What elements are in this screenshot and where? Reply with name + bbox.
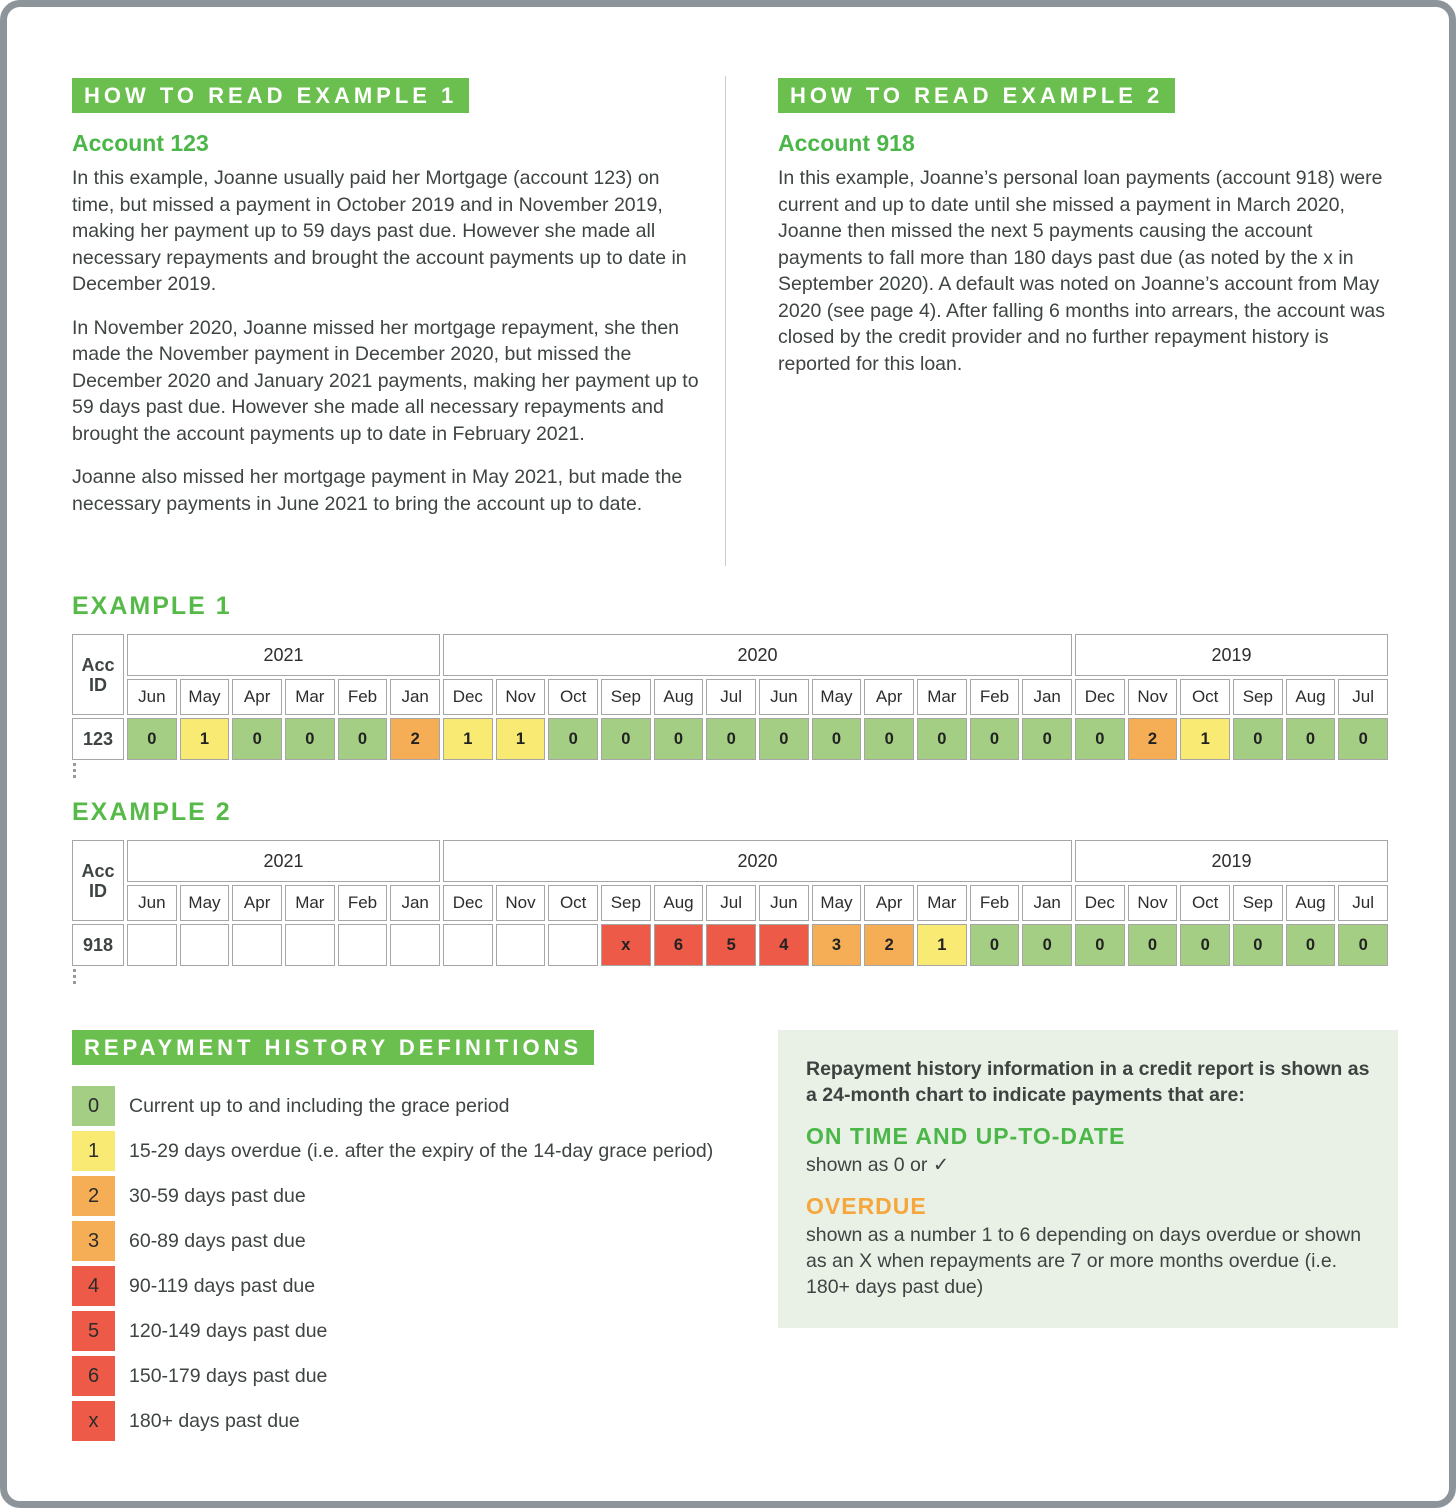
repayment-value-cell: 3 xyxy=(812,924,862,966)
month-header-cell: Apr xyxy=(864,679,914,715)
repayment-value-cell: 2 xyxy=(1128,718,1178,760)
year-header-cell: 2021 xyxy=(127,634,440,676)
year-header-cell: 2020 xyxy=(443,634,1072,676)
repayment-value-cell: 0 xyxy=(1286,718,1336,760)
repayment-value-cell: 0 xyxy=(1286,924,1336,966)
how-to-read-1-body xyxy=(72,165,702,534)
example-1-title: EXAMPLE 1 xyxy=(72,592,232,620)
overdue-text: shown as a number 1 to 6 depending on days overdue or shown as an X when repayments are 7 or more months overdue (i.e. 180+ days past due) xyxy=(806,1224,1362,1298)
account-id-cell: 123 xyxy=(72,718,124,760)
legend-label: 120-149 days past due xyxy=(129,1319,328,1342)
legend-swatch-4: 4 xyxy=(72,1266,115,1306)
month-header-cell: Dec xyxy=(443,885,493,921)
repayment-value-cell: 0 xyxy=(654,718,704,760)
month-header-cell: Jun xyxy=(759,679,809,715)
month-header-cell: Jan xyxy=(390,885,440,921)
repayment-value-cell: 0 xyxy=(1233,718,1283,760)
repayment-history-grid xyxy=(72,840,1388,966)
month-header-cell: Dec xyxy=(443,679,493,715)
month-header-cell: Feb xyxy=(970,679,1020,715)
repayment-value-cell xyxy=(443,924,493,966)
example-2-title: EXAMPLE 2 xyxy=(72,798,232,826)
repayment-value-cell: 0 xyxy=(917,718,967,760)
month-header-cell: Sep xyxy=(1233,679,1283,715)
how-to-read-1-section xyxy=(72,78,469,113)
table-continuation-marker xyxy=(73,969,76,987)
year-header-cell: 2021 xyxy=(127,840,440,882)
acc-id-header-line2: ID xyxy=(89,674,107,695)
month-header-cell: May xyxy=(180,885,230,921)
month-header-cell: Apr xyxy=(864,885,914,921)
month-header-cell: Mar xyxy=(285,679,335,715)
legend-swatch-2: 2 xyxy=(72,1176,115,1216)
repayment-value-cell: 0 xyxy=(1180,924,1230,966)
repayment-value-cell xyxy=(496,924,546,966)
legend-swatch-x: x xyxy=(72,1401,115,1441)
paragraph: In this example, Joanne usually paid her Mortgage (account 123) on time, but missed a payment in October 2019 and in November 2019, making her payment up to 59 days past due. However she made all necessary repayments and brought the account payments up to date in December 2019. xyxy=(72,167,687,295)
repayment-value-cell xyxy=(338,924,388,966)
on-time-text: shown as 0 or ✓ xyxy=(806,1154,950,1176)
legend-swatch-3: 3 xyxy=(72,1221,115,1261)
acc-id-header-line1: Acc xyxy=(81,654,115,675)
legend-label: 180+ days past due xyxy=(129,1409,300,1432)
repayment-value-cell: 0 xyxy=(706,718,756,760)
month-header-cell: Jul xyxy=(1338,679,1388,715)
repayment-value-cell: 0 xyxy=(601,718,651,760)
month-header-cell: Jan xyxy=(1022,885,1072,921)
definitions-title-bar xyxy=(72,1030,594,1065)
month-header-cell: Nov xyxy=(1128,679,1178,715)
repayment-value-cell: 0 xyxy=(232,718,282,760)
repayment-value-cell xyxy=(285,924,335,966)
legend-item xyxy=(72,1086,772,1126)
repayment-value-cell: 1 xyxy=(917,924,967,966)
legend-label: 90-119 days past due xyxy=(129,1274,316,1297)
repayment-value-cell: 0 xyxy=(127,718,177,760)
repayment-value-cell xyxy=(127,924,177,966)
example-1-block xyxy=(72,592,1388,781)
legend-item xyxy=(72,1311,772,1351)
legend-swatch-1: 1 xyxy=(72,1131,115,1171)
legend-list xyxy=(72,1086,772,1441)
column-divider xyxy=(725,76,726,566)
overdue-heading: OVERDUE xyxy=(806,1193,927,1219)
acc-id-header-cell xyxy=(72,840,124,921)
account-123-heading: Account 123 xyxy=(72,130,209,156)
repayment-value-cell: 4 xyxy=(759,924,809,966)
repayment-value-cell: 1 xyxy=(443,718,493,760)
legend-item xyxy=(72,1176,772,1216)
repayment-value-cell: 0 xyxy=(864,718,914,760)
month-header-cell: Oct xyxy=(548,885,598,921)
acc-id-header-cell xyxy=(72,634,124,715)
month-header-cell: May xyxy=(812,679,862,715)
repayment-value-cell: 6 xyxy=(654,924,704,966)
repayment-value-cell: 0 xyxy=(970,924,1020,966)
legend-label: 150-179 days past due xyxy=(129,1364,328,1387)
legend-item xyxy=(72,1356,772,1396)
month-header-cell: Mar xyxy=(917,885,967,921)
repayment-info-box xyxy=(778,1030,1398,1328)
example-1-table xyxy=(72,634,1388,760)
definitions-section xyxy=(72,1030,772,1446)
month-header-cell: Mar xyxy=(285,885,335,921)
month-header-cell: Aug xyxy=(654,885,704,921)
acc-id-header-line1: Acc xyxy=(81,860,115,881)
paragraph: In November 2020, Joanne missed her mortgage repayment, she then made the November payment in December 2020, but missed the December 2020 and January 2021 payments, making her payment up to 59 days past due. However she made all necessary repayments and brought the account payments up to date in February 2021. xyxy=(72,316,699,445)
month-header-cell: Aug xyxy=(654,679,704,715)
month-header-cell: Jun xyxy=(759,885,809,921)
acc-id-header-line2: ID xyxy=(89,880,107,901)
repayment-value-cell: 0 xyxy=(1233,924,1283,966)
month-header-cell: May xyxy=(180,679,230,715)
year-header-cell: 2019 xyxy=(1075,840,1388,882)
repayment-value-cell: 0 xyxy=(548,718,598,760)
how-to-read-2-title-bar xyxy=(778,78,1175,113)
legend-label: Current up to and including the grace period xyxy=(129,1094,510,1117)
month-header-cell: Apr xyxy=(232,885,282,921)
legend-label: 15-29 days overdue (i.e. after the expiry of the 14-day grace period) xyxy=(129,1139,714,1162)
month-header-cell: Oct xyxy=(548,679,598,715)
repayment-value-cell: 0 xyxy=(1022,924,1072,966)
legend-swatch-6: 6 xyxy=(72,1356,115,1396)
month-header-cell: Feb xyxy=(338,885,388,921)
repayment-value-cell: 0 xyxy=(338,718,388,760)
repayment-value-cell: 0 xyxy=(1022,718,1072,760)
how-to-read-2-body xyxy=(778,165,1396,394)
legend-item xyxy=(72,1131,772,1171)
legend-item xyxy=(72,1401,772,1441)
repayment-value-cell: 2 xyxy=(390,718,440,760)
month-header-cell: Mar xyxy=(917,679,967,715)
on-time-heading: ON TIME AND UP-TO-DATE xyxy=(806,1123,1126,1149)
repayment-history-grid xyxy=(72,634,1388,760)
repayment-value-cell: 1 xyxy=(180,718,230,760)
repayment-value-cell: 5 xyxy=(706,924,756,966)
info-box-intro: Repayment history information in a credit report is shown as a 24-month chart to indicate payments that are: xyxy=(806,1058,1370,1106)
month-header-cell: Feb xyxy=(338,679,388,715)
legend-label: 60-89 days past due xyxy=(129,1229,306,1252)
legend-swatch-0: 0 xyxy=(72,1086,115,1126)
month-header-cell: Aug xyxy=(1286,885,1336,921)
month-header-cell: Apr xyxy=(232,679,282,715)
repayment-value-cell: 0 xyxy=(1338,924,1388,966)
month-header-cell: May xyxy=(812,885,862,921)
month-header-cell: Sep xyxy=(601,679,651,715)
example-2-table xyxy=(72,840,1388,966)
month-header-cell: Jul xyxy=(1338,885,1388,921)
repayment-value-cell: 0 xyxy=(1128,924,1178,966)
month-header-cell: Oct xyxy=(1180,679,1230,715)
repayment-value-cell: 0 xyxy=(759,718,809,760)
month-header-cell: Jan xyxy=(1022,679,1072,715)
repayment-value-cell: 0 xyxy=(285,718,335,760)
legend-item xyxy=(72,1266,772,1306)
repayment-value-cell: 0 xyxy=(970,718,1020,760)
repayment-value-cell: x xyxy=(601,924,651,966)
month-header-cell: Sep xyxy=(1233,885,1283,921)
month-header-cell: Nov xyxy=(496,679,546,715)
month-header-cell: Feb xyxy=(970,885,1020,921)
month-header-cell: Dec xyxy=(1075,679,1125,715)
year-header-cell: 2019 xyxy=(1075,634,1388,676)
account-id-cell: 918 xyxy=(72,924,124,966)
repayment-value-cell: 0 xyxy=(812,718,862,760)
definitions-title: REPAYMENT HISTORY DEFINITIONS xyxy=(84,1035,583,1060)
month-header-cell: Sep xyxy=(601,885,651,921)
example-2-block xyxy=(72,798,1388,987)
month-header-cell: Jul xyxy=(706,679,756,715)
repayment-value-cell: 1 xyxy=(496,718,546,760)
month-header-cell: Jul xyxy=(706,885,756,921)
how-to-read-1-title-bar xyxy=(72,78,469,113)
legend-swatch-5: 5 xyxy=(72,1311,115,1351)
repayment-value-cell: 0 xyxy=(1075,718,1125,760)
repayment-value-cell xyxy=(548,924,598,966)
year-header-cell: 2020 xyxy=(443,840,1072,882)
legend-item xyxy=(72,1221,772,1261)
how-to-read-2-title: HOW TO READ EXAMPLE 2 xyxy=(790,83,1164,108)
month-header-cell: Jan xyxy=(390,679,440,715)
repayment-value-cell xyxy=(232,924,282,966)
month-header-cell: Jun xyxy=(127,679,177,715)
month-header-cell: Aug xyxy=(1286,679,1336,715)
paragraph: In this example, Joanne’s personal loan payments (account 918) were current and up to date until she missed a payment in March 2020, Joanne then missed the next 5 payments causing the account payments to fall more than 180 days past due (as noted by the x in September 2020). A default was noted on Joanne’s account from May 2020 (see page 4). After falling 6 months into arrears, the account was closed by the credit provider and no further repayment history is reported for this loan. xyxy=(778,167,1386,375)
repayment-value-cell xyxy=(180,924,230,966)
month-header-cell: Jun xyxy=(127,885,177,921)
account-918-heading: Account 918 xyxy=(778,130,915,156)
legend-label: 30-59 days past due xyxy=(129,1184,306,1207)
month-header-cell: Dec xyxy=(1075,885,1125,921)
month-header-cell: Oct xyxy=(1180,885,1230,921)
how-to-read-1-title: HOW TO READ EXAMPLE 1 xyxy=(84,83,458,108)
repayment-value-cell: 0 xyxy=(1075,924,1125,966)
repayment-value-cell: 0 xyxy=(1338,718,1388,760)
paragraph: Joanne also missed her mortgage payment in May 2021, but made the necessary payments in June 2021 to bring the account up to date. xyxy=(72,466,683,515)
repayment-value-cell: 2 xyxy=(864,924,914,966)
month-header-cell: Nov xyxy=(496,885,546,921)
month-header-cell: Nov xyxy=(1128,885,1178,921)
how-to-read-2-section xyxy=(778,78,1175,113)
repayment-value-cell xyxy=(390,924,440,966)
repayment-value-cell: 1 xyxy=(1180,718,1230,760)
table-continuation-marker xyxy=(73,763,76,781)
